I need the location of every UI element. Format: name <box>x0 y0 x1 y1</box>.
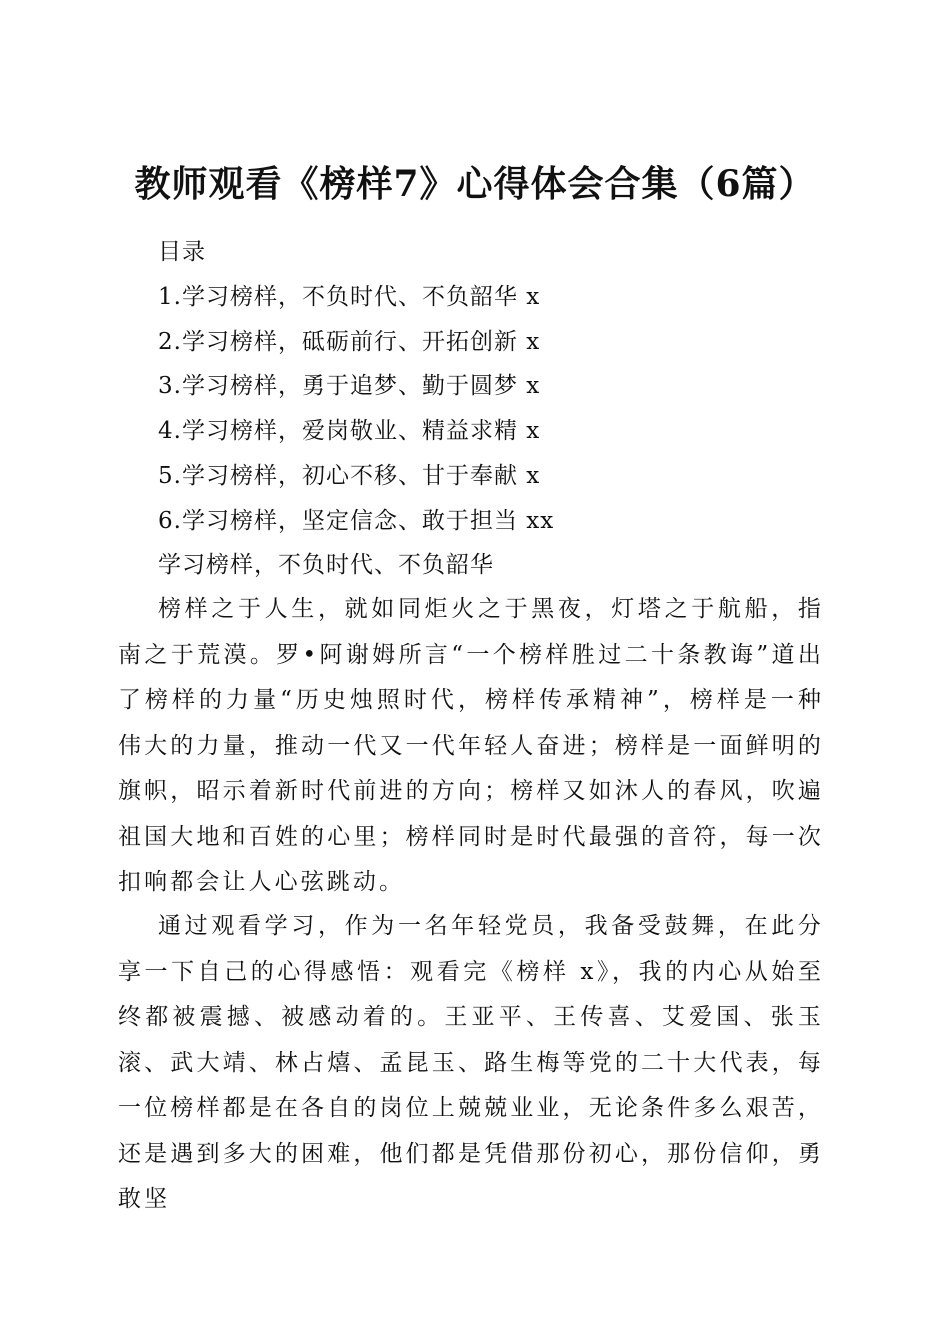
section-heading: 学习榜样，不负时代、不负韶华 <box>158 552 494 578</box>
toc-heading: 目录 <box>158 239 206 265</box>
toc-item: 1.学习榜样，不负时代、不负韶华 x <box>158 283 541 310</box>
body-paragraph: 榜样之于人生，就如同炬火之于黑夜，灯塔之于航船，指南之于荒漠。罗•阿谢姆所言“一个榜样胜过二十条教诲”道出了榜样的力量“历史烛照时代，榜样传承精神”，榜样是一种伟大的力量，推动一代又一代年轻人奋进；榜样是一面鲜明的旗帜，昭示着新时代前进的方向；榜样又如沐人的春风，吹遍祖国大地和百姓的心里；榜样同时是时代最强的音符，每一次扣响都会让人心弦跳动。 <box>118 596 824 895</box>
body-paragraph: 通过观看学习，作为一名年轻党员，我备受鼓舞，在此分享一下自己的心得感悟：观看完《榜样 x》，我的内心从始至终都被震撼、被感动着的。王亚平、王传喜、艾爱国、张玉滚、武大靖、林占熺、孟昆玉、路生梅等党的二十大代表，每一位榜样都是在各自的岗位上兢兢业业，无论条件多么艰苦，还是遇到多大的困难，他们都是凭借那份初心，那份信仰，勇敢坚 <box>118 913 824 1212</box>
toc-item: 6.学习榜样，坚定信念、敢于担当 xx <box>158 507 555 534</box>
toc-item: 4.学习榜样，爱岗敬业、精益求精 x <box>158 418 541 445</box>
toc-item: 3.学习榜样，勇于追梦、勤于圆梦 x <box>158 373 541 400</box>
document-title: 教师观看《榜样7》心得体会合集（6篇） <box>134 163 816 206</box>
table-of-contents <box>158 230 838 544</box>
toc-item: 2.学习榜样，砥砺前行、开拓创新 x <box>158 328 541 355</box>
toc-item: 5.学习榜样，初心不移、甘于奉献 x <box>158 462 541 489</box>
